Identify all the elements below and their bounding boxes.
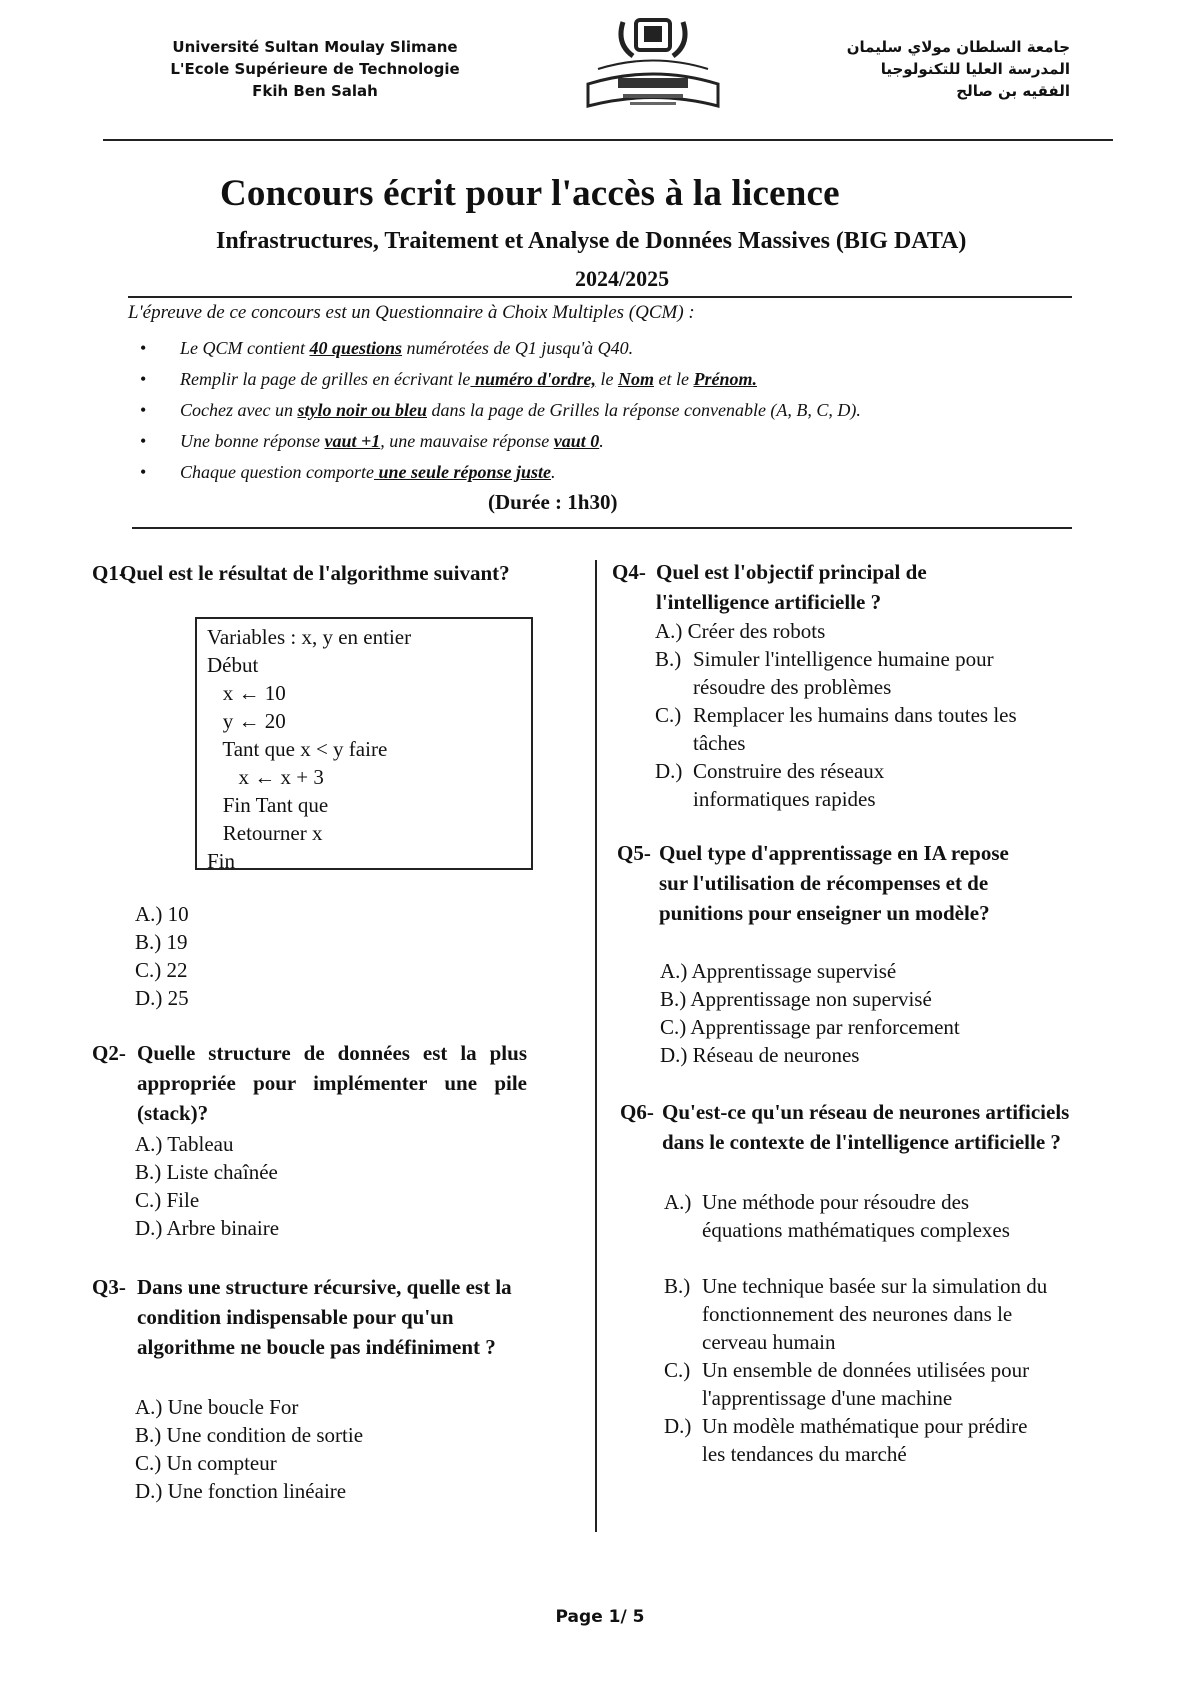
- answer-option-b[interactable]: B.) Une technique basée sur la simulation du fonctionnement des neurones dans le cerveau humain: [664, 1274, 1048, 1354]
- question-q5: [617, 838, 1017, 928]
- header-line: جامعة السلطان مولاي سليمان: [846, 38, 1070, 56]
- answer-option-d[interactable]: D.) Arbre binaire: [135, 1216, 280, 1240]
- exam-subtitle: Infrastructures, Traitement et Analyse de Données Massives (BIG DATA): [216, 228, 967, 254]
- code-line: x ← x + 3: [207, 765, 324, 789]
- instructions-intro: L'épreuve de ce concours est un Questionnaire à Choix Multiples (QCM) :: [128, 302, 695, 323]
- question-number: Q1-: [92, 561, 126, 585]
- instruction-item: • Le QCM contient 40 questions numérotées de Q1 jusqu'à Q40.: [140, 334, 861, 365]
- code-line: Variables : x, y en entier: [207, 625, 412, 649]
- answer-option-b[interactable]: B.) Une condition de sortie: [135, 1423, 364, 1447]
- question-number: Q6-: [620, 1100, 654, 1124]
- answer-option-a[interactable]: A.) Une boucle For: [135, 1395, 299, 1419]
- question-text: Quel type d'apprentissage en IA repose sur l'utilisation de récompenses et de punitions pour enseigner un modèle?: [659, 841, 1009, 925]
- code-line: Début: [207, 653, 259, 677]
- code-line: x ← 10: [207, 681, 286, 705]
- answer-option-c[interactable]: C.) File: [135, 1188, 200, 1212]
- question-number: Q5-: [617, 841, 651, 865]
- page-number: Page 1/ 5: [555, 1607, 645, 1627]
- question-number: Q4-: [612, 560, 646, 584]
- instruction-item: • Chaque question comporte une seule réponse juste.: [140, 458, 861, 489]
- answer-option-d[interactable]: D.) Une fonction linéaire: [135, 1479, 347, 1503]
- answer-option-c[interactable]: C.) Remplacer les humains dans toutes les tâches: [655, 703, 1017, 755]
- header-line: الفقيه بن صالح: [956, 82, 1070, 100]
- code-line: Tant que x < y faire: [207, 737, 388, 761]
- university-name-arabic: [770, 36, 1070, 102]
- question-number: Q3-: [92, 1275, 126, 1299]
- answer-option-c[interactable]: C.) 22: [135, 958, 188, 982]
- header-line: L'Ecole Supérieure de Technologie: [170, 60, 460, 78]
- answer-option-b[interactable]: B.) Apprentissage non supervisé: [660, 987, 932, 1011]
- instruction-item: • Une bonne réponse vaut +1, une mauvaise réponse vaut 0.: [140, 427, 861, 458]
- answer-option-d[interactable]: D.) Un modèle mathématique pour prédire les tendances du marché: [664, 1414, 1028, 1466]
- answer-option-c[interactable]: C.) Apprentissage par renforcement: [660, 1015, 960, 1039]
- title-divider: [128, 296, 1072, 298]
- code-line: Retourner x: [207, 821, 323, 845]
- answer-option-a[interactable]: A.) Tableau: [135, 1132, 234, 1156]
- header-line: المدرسة العليا للتكنولوجيا: [880, 60, 1070, 78]
- code-line: Fin: [207, 849, 236, 873]
- exam-title: Concours écrit pour l'accès à la licence: [220, 173, 840, 214]
- question-text: Qu'est-ce qu'un réseau de neurones artificiels dans le contexte de l'intelligence artificielle ?: [662, 1100, 1070, 1154]
- question-number: Q2-: [92, 1041, 126, 1065]
- header-line: Fkih Ben Salah: [252, 82, 378, 100]
- answer-option-a[interactable]: A.) Créer des robots: [655, 619, 826, 643]
- question-text: Quelle structure de données est la plus appropriée pour implémenter une pile (stack)?: [137, 1041, 527, 1125]
- answer-option-d[interactable]: D.) Réseau de neurones: [660, 1043, 860, 1067]
- exam-year: 2024/2025: [575, 266, 670, 291]
- answer-option-a[interactable]: A.) Apprentissage supervisé: [660, 959, 897, 983]
- answer-option-d[interactable]: D.) 25: [135, 986, 189, 1010]
- exam-duration: (Durée : 1h30): [488, 490, 618, 514]
- answer-option-b[interactable]: B.) 19: [135, 930, 188, 954]
- code-line: y ← 20: [207, 709, 286, 733]
- instructions-list: [140, 334, 861, 489]
- question-text: Dans une structure récursive, quelle est la condition indispensable pour qu'un algorithme ne boucle pas indéfiniment ?: [137, 1275, 512, 1359]
- answer-option-a[interactable]: A.) 10: [135, 902, 189, 926]
- question-text: Quel est l'objectif principal de l'intelligence artificielle ?: [656, 560, 927, 614]
- answer-option-b[interactable]: B.) Liste chaînée: [135, 1160, 278, 1184]
- column-divider: [595, 560, 597, 1532]
- instructions-divider: [132, 527, 1072, 529]
- question-q2: [92, 1038, 527, 1128]
- answer-option-b[interactable]: B.) Simuler l'intelligence humaine pour résoudre des problèmes: [655, 647, 994, 699]
- algorithm-box: [195, 617, 533, 873]
- school-logo: [578, 14, 728, 124]
- code-line: Fin Tant que: [207, 793, 329, 817]
- instruction-item: • Remplir la page de grilles en écrivant le numéro d'ordre, le Nom et le Prénom.: [140, 365, 861, 396]
- answer-option-a[interactable]: A.) Une méthode pour résoudre des équations mathématiques complexes: [664, 1190, 1010, 1242]
- question-q6: [620, 1097, 1100, 1157]
- instruction-item: • Cochez avec un stylo noir ou bleu dans la page de Grilles la réponse convenable (A, B, C, D).: [140, 396, 861, 427]
- answer-option-c[interactable]: C.) Un ensemble de données utilisées pour l'apprentissage d'une machine: [664, 1358, 1030, 1410]
- question-text: Quel est le résultat de l'algorithme suivant?: [120, 561, 510, 585]
- header-divider: [103, 139, 1113, 141]
- answer-option-d[interactable]: D.) Construire des réseaux informatiques rapides: [655, 759, 885, 811]
- question-q1: [92, 558, 512, 588]
- university-name-french: [150, 36, 480, 102]
- header-line: Université Sultan Moulay Slimane: [172, 38, 458, 56]
- question-q4: [612, 557, 992, 617]
- answer-option-c[interactable]: C.) Un compteur: [135, 1451, 277, 1475]
- question-q3: [92, 1272, 522, 1362]
